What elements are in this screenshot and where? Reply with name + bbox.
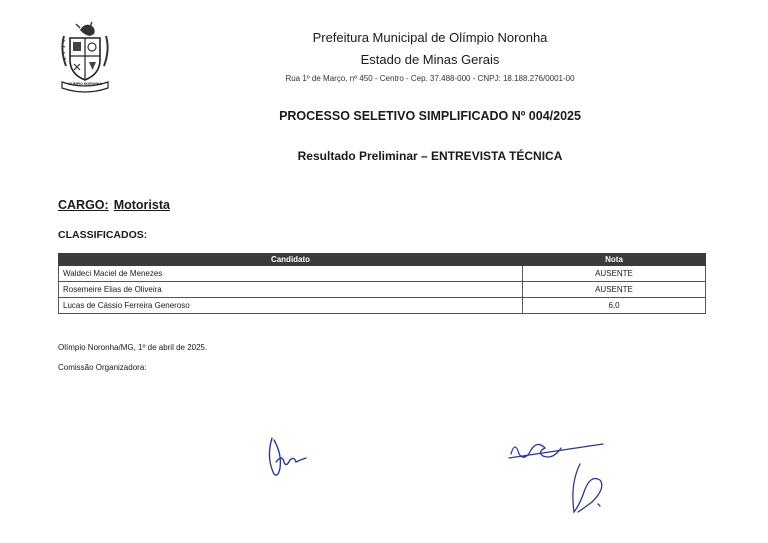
result-title: Resultado Preliminar – ENTREVISTA TÉCNICA <box>297 149 563 163</box>
column-header-candidate: Candidato <box>59 254 523 266</box>
results-table <box>58 253 706 314</box>
signature-3 <box>560 460 610 520</box>
cargo-label: CARGO: <box>58 198 109 212</box>
table-row <box>59 266 706 282</box>
committee-label: Comissão Organizadora: <box>58 363 147 372</box>
table-header-row <box>59 254 706 266</box>
cargo-heading <box>58 198 170 212</box>
signature-1 <box>262 432 318 480</box>
municipality-title: Prefeitura Municipal de Olímpio Noronha <box>312 30 548 45</box>
address-line: Rua 1º de Março, nº 450 - Centro - Cep. 37.488-000 - CNPJ: 18.188.276/0001-00 <box>285 74 575 83</box>
classified-heading: CLASSIFICADOS: <box>58 229 148 241</box>
candidate-score: AUSENTE <box>523 266 706 282</box>
process-title: PROCESSO SELETIVO SIMPLIFICADO Nº 004/2025 <box>279 109 581 123</box>
column-header-score: Nota <box>523 254 706 266</box>
candidate-score: AUSENTE <box>523 282 706 298</box>
table-row <box>59 282 706 298</box>
candidate-name: Waldeci Maciel de Menezes <box>59 266 523 282</box>
date-line: Olímpio Noronha/MG, 1º de abril de 2025. <box>58 343 208 352</box>
state-subtitle: Estado de Minas Gerais <box>360 52 500 67</box>
table-row <box>59 298 706 314</box>
candidate-name: Rosemeire Elias de Oliveira <box>59 282 523 298</box>
candidate-score: 6,0 <box>523 298 706 314</box>
logo-ribbon-text: OLÍMPIO NORONHA <box>68 82 102 86</box>
cargo-value: Motorista <box>113 198 170 212</box>
candidate-name: Lucas de Cássio Ferreira Generoso <box>59 298 523 314</box>
